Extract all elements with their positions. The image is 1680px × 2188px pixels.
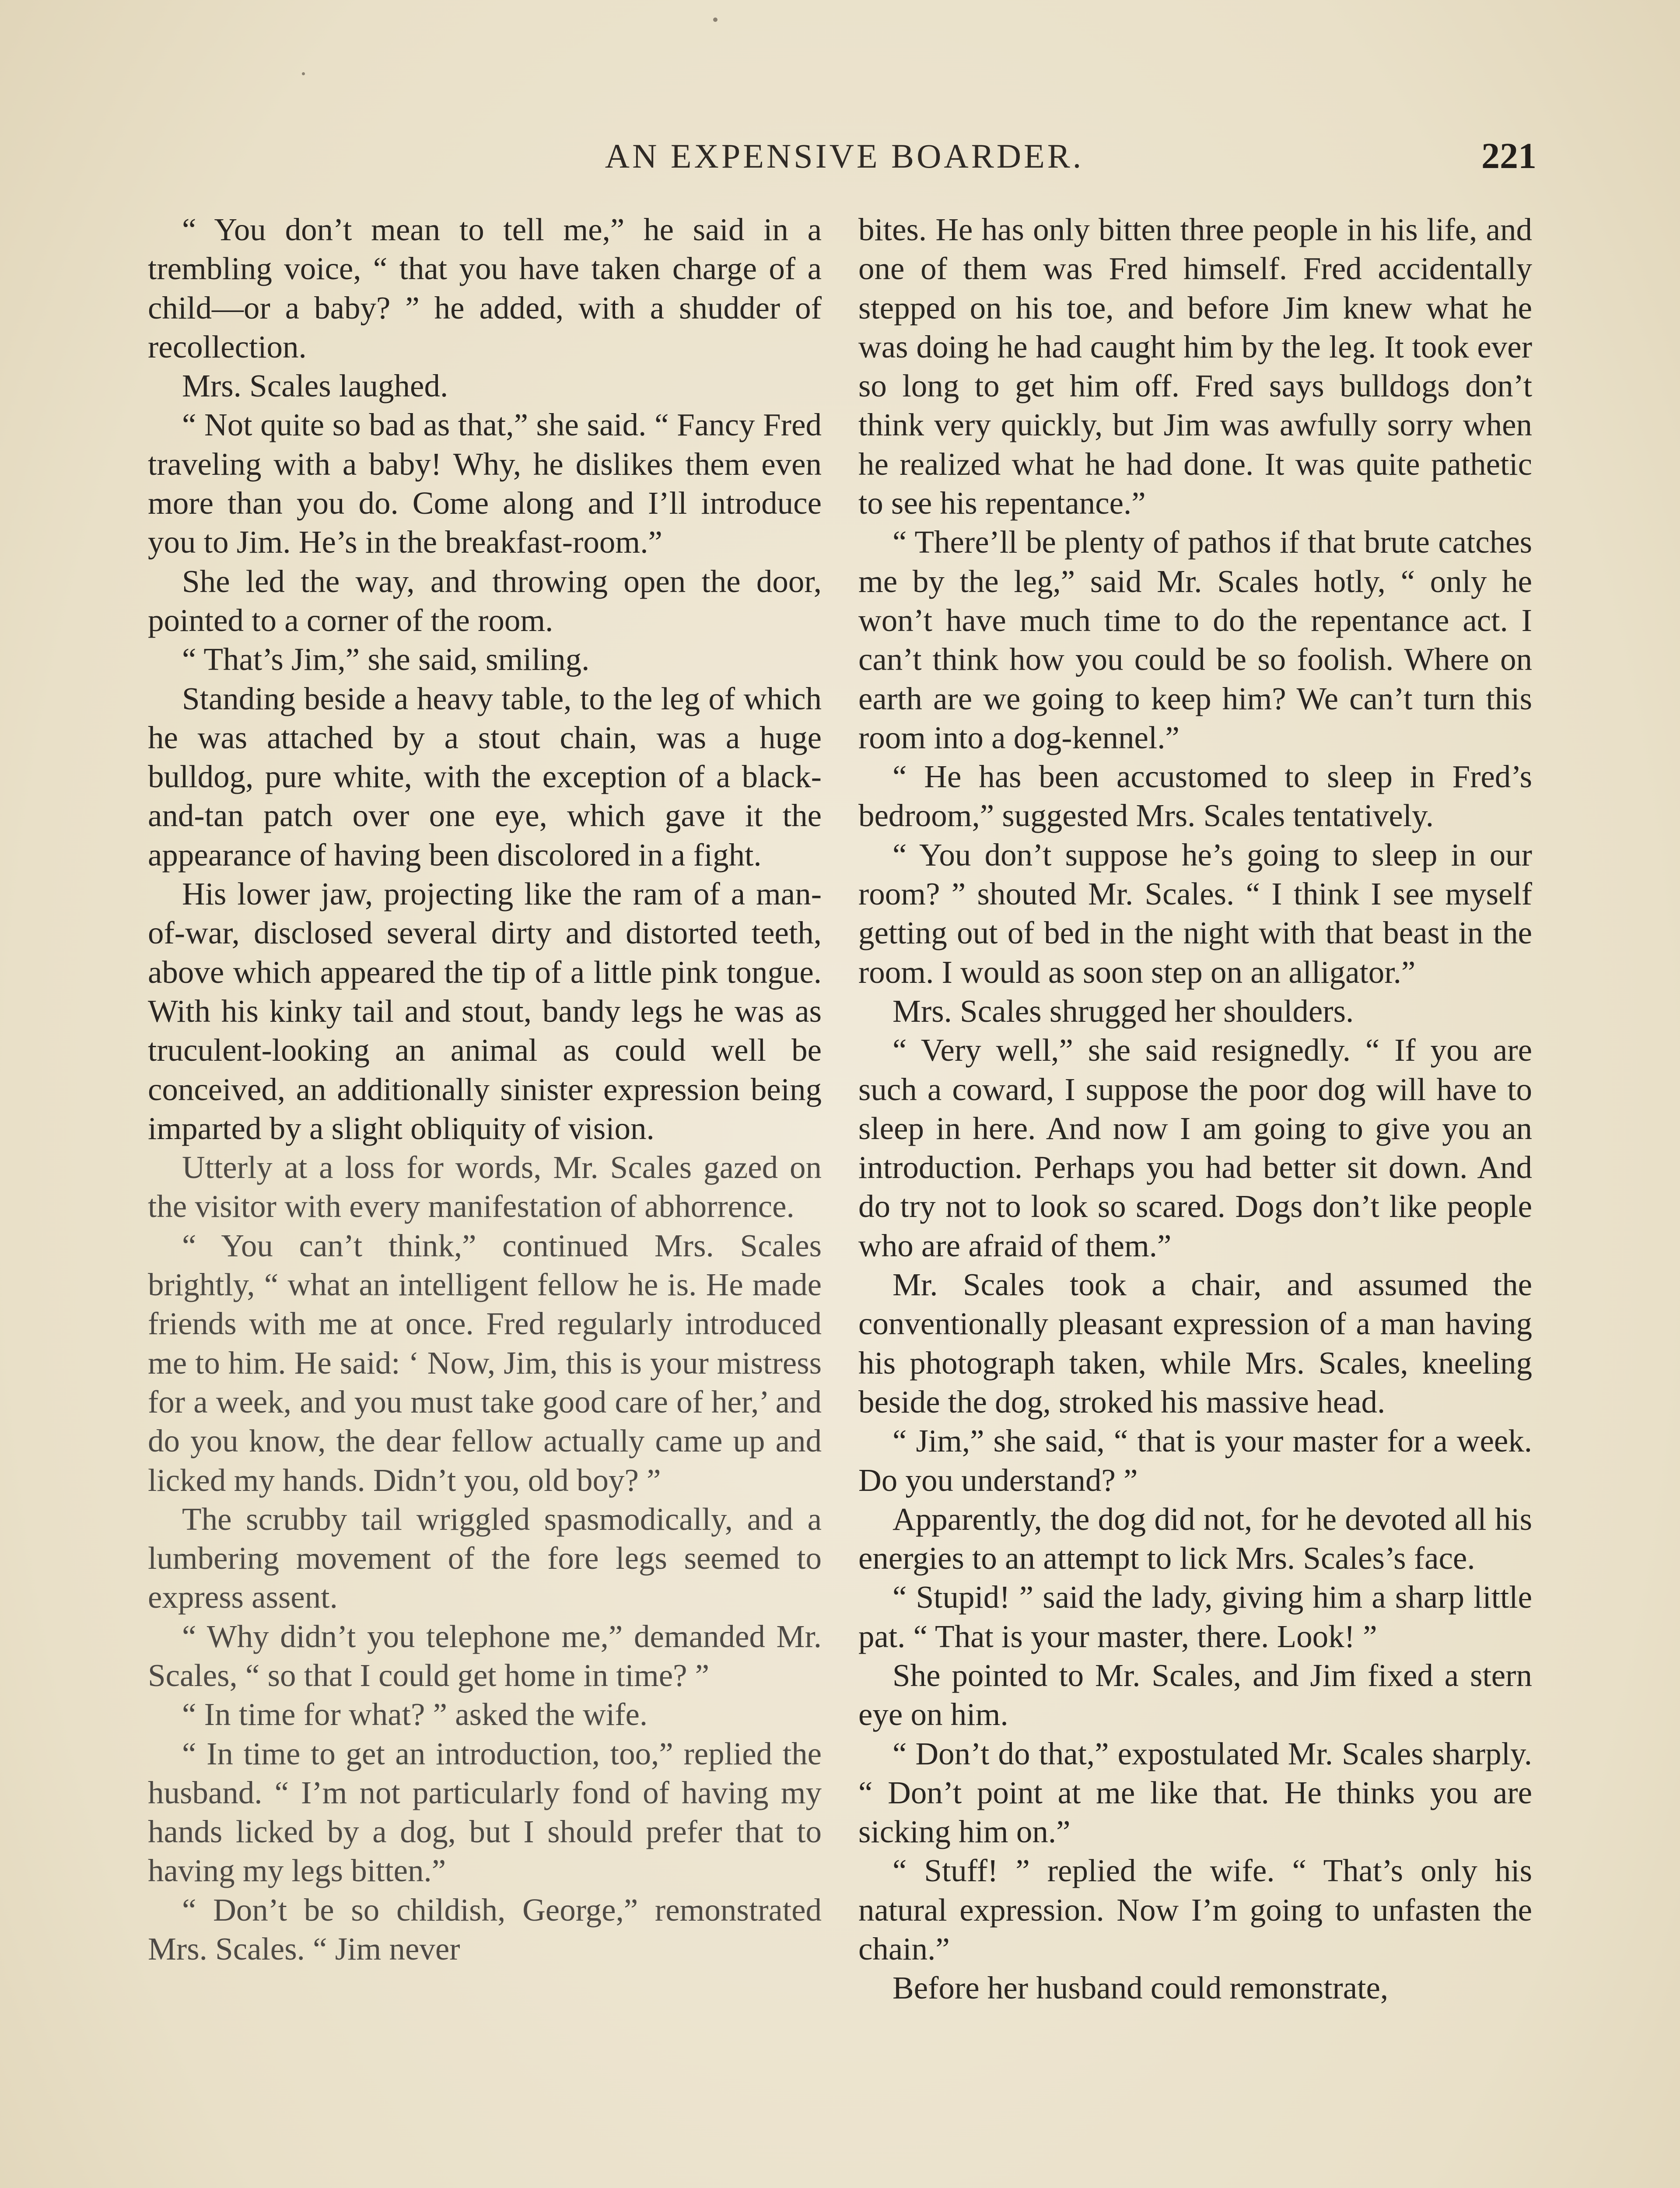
paragraph: “ Stupid! ” said the lady, giving him a sharp little pat. “ That is your master, there. Look! ” (858, 1579, 1532, 1654)
right-column (858, 210, 1532, 2008)
print-speck (713, 18, 718, 22)
paragraph: “ Don’t do that,” expostulated Mr. Scales sharply. “ Don’t point at me like that. He thinks you are sicking him on.” (858, 1736, 1532, 1850)
paragraph: “ Why didn’t you telephone me,” demanded Mr. Scales, “ so that I could get home in time? ” (148, 1618, 822, 1693)
page-number: 221 (1481, 136, 1536, 176)
paragraph: “ He has been accustomed to sleep in Fred’s bedroom,” suggested Mrs. Scales tentatively. (858, 759, 1532, 834)
paragraph: Mrs. Scales shrugged her shoulders. (892, 993, 1354, 1029)
running-title: AN EXPENSIVE BOARDER. (605, 137, 1084, 175)
paragraph: “ Don’t be so childish, George,” remonstrated Mrs. Scales. “ Jim never (148, 1892, 822, 1967)
paragraph: She pointed to Mr. Scales, and Jim fixed a stern eye on him. (858, 1657, 1532, 1732)
paragraph: Standing beside a heavy table, to the leg of which he was attached by a stout chain, was a huge bulldog, pure white, with the exception of a black-and-tan patch over one eye, which gave it the appearance of having been discolored in a fight. (148, 680, 822, 873)
paragraph: “ Very well,” she said resignedly. “ If you are such a coward, I suppose the poor dog will have to sleep in here. And now I am going to give you an introduction. Perhaps you had better sit down. And do try not to look so scared. Dogs don’t like people who are afraid of them.” (858, 1032, 1532, 1263)
paragraph: “ In time for what? ” asked the wife. (182, 1697, 648, 1732)
paragraph: Before her husband could remonstrate, (892, 1970, 1389, 2006)
paragraph: bites. He has only bitten three people in his life, and one of them was Fred himself. Fred accidentally stepped on his toe, and before Jim knew what he was doing he had caught him by the leg. It took ever so long to get him off. Fred says bulldogs don’t think very quickly, but Jim was awfully sorry when he realized what he had done. It was quite pathetic to see his repentance.” (858, 212, 1532, 521)
paragraph: She led the way, and throwing open the door, pointed to a corner of the room. (148, 563, 822, 638)
paragraph: “ You don’t mean to tell me,” he said in a trembling voice, “ that you have taken charge of a child—or a baby? ” he added, with a shudder of recollection. (148, 212, 822, 365)
left-column (148, 210, 822, 1968)
paragraph: “ There’ll be plenty of pathos if that brute catches me by the leg,” said Mr. Scales hotly, “ only he won’t have much time to do the repentance act. I can’t think how you could be so foolish. Where on earth are we going to keep him? We can’t turn this room into a dog-kennel.” (858, 524, 1532, 755)
print-speck (302, 72, 305, 75)
page-header (144, 128, 1544, 185)
paragraph: “ You don’t suppose he’s going to sleep in our room? ” shouted Mr. Scales. “ I think I see myself getting out of bed in the night with that beast in the room. I would as soon step on an alligator.” (858, 837, 1532, 990)
paragraph: “ In time to get an introduction, too,” replied the husband. “ I’m not particularly fond of having my hands licked by a dog, but I should prefer that to having my legs bitten.” (148, 1736, 822, 1889)
paragraph: His lower jaw, projecting like the ram of a man-of-war, disclosed several dirty and distorted teeth, above which appeared the tip of a little pink tongue. With his kinky tail and stout, bandy legs he was as truculent-looking an animal as could well be conceived, an additionally sinister expression being imparted by a slight obliquity of vision. (148, 876, 822, 1146)
paragraph: “ That’s Jim,” she said, smiling. (182, 642, 590, 677)
paragraph: Apparently, the dog did not, for he devoted all his energies to an attempt to lick Mrs. Scales’s face. (858, 1501, 1532, 1576)
paragraph: The scrubby tail wriggled spasmodically, and a lumbering movement of the fore legs seemed to express assent. (148, 1501, 822, 1615)
paragraph: “ Stuff! ” replied the wife. “ That’s only his natural expression. Now I’m going to unfasten the chain.” (858, 1853, 1532, 1967)
paragraph: Utterly at a loss for words, Mr. Scales gazed on the visitor with every manifestation of abhorrence. (148, 1150, 822, 1224)
paragraph: Mrs. Scales laughed. (182, 368, 448, 404)
paragraph: “ Not quite so bad as that,” she said. “ Fancy Fred traveling with a baby! Why, he dislikes them even more than you do. Come along and I’ll introduce you to Jim. He’s in the breakfast-room.” (148, 407, 822, 560)
paragraph: “ Jim,” she said, “ that is your master for a week. Do you understand? ” (858, 1423, 1532, 1498)
paragraph: Mr. Scales took a chair, and assumed the conventionally pleasant expression of a man having his photograph taken, while Mrs. Scales, kneeling beside the dog, stroked his massive head. (858, 1267, 1532, 1420)
paragraph: “ You can’t think,” continued Mrs. Scales brightly, “ what an intelligent fellow he is. He made friends with me at once. Fred regularly introduced me to him. He said: ‘ Now, Jim, this is your mistress for a week, and you must take good care of her,’ and do you know, the dear fellow actually came up and licked my hands. Didn’t you, old boy? ” (148, 1227, 822, 1498)
